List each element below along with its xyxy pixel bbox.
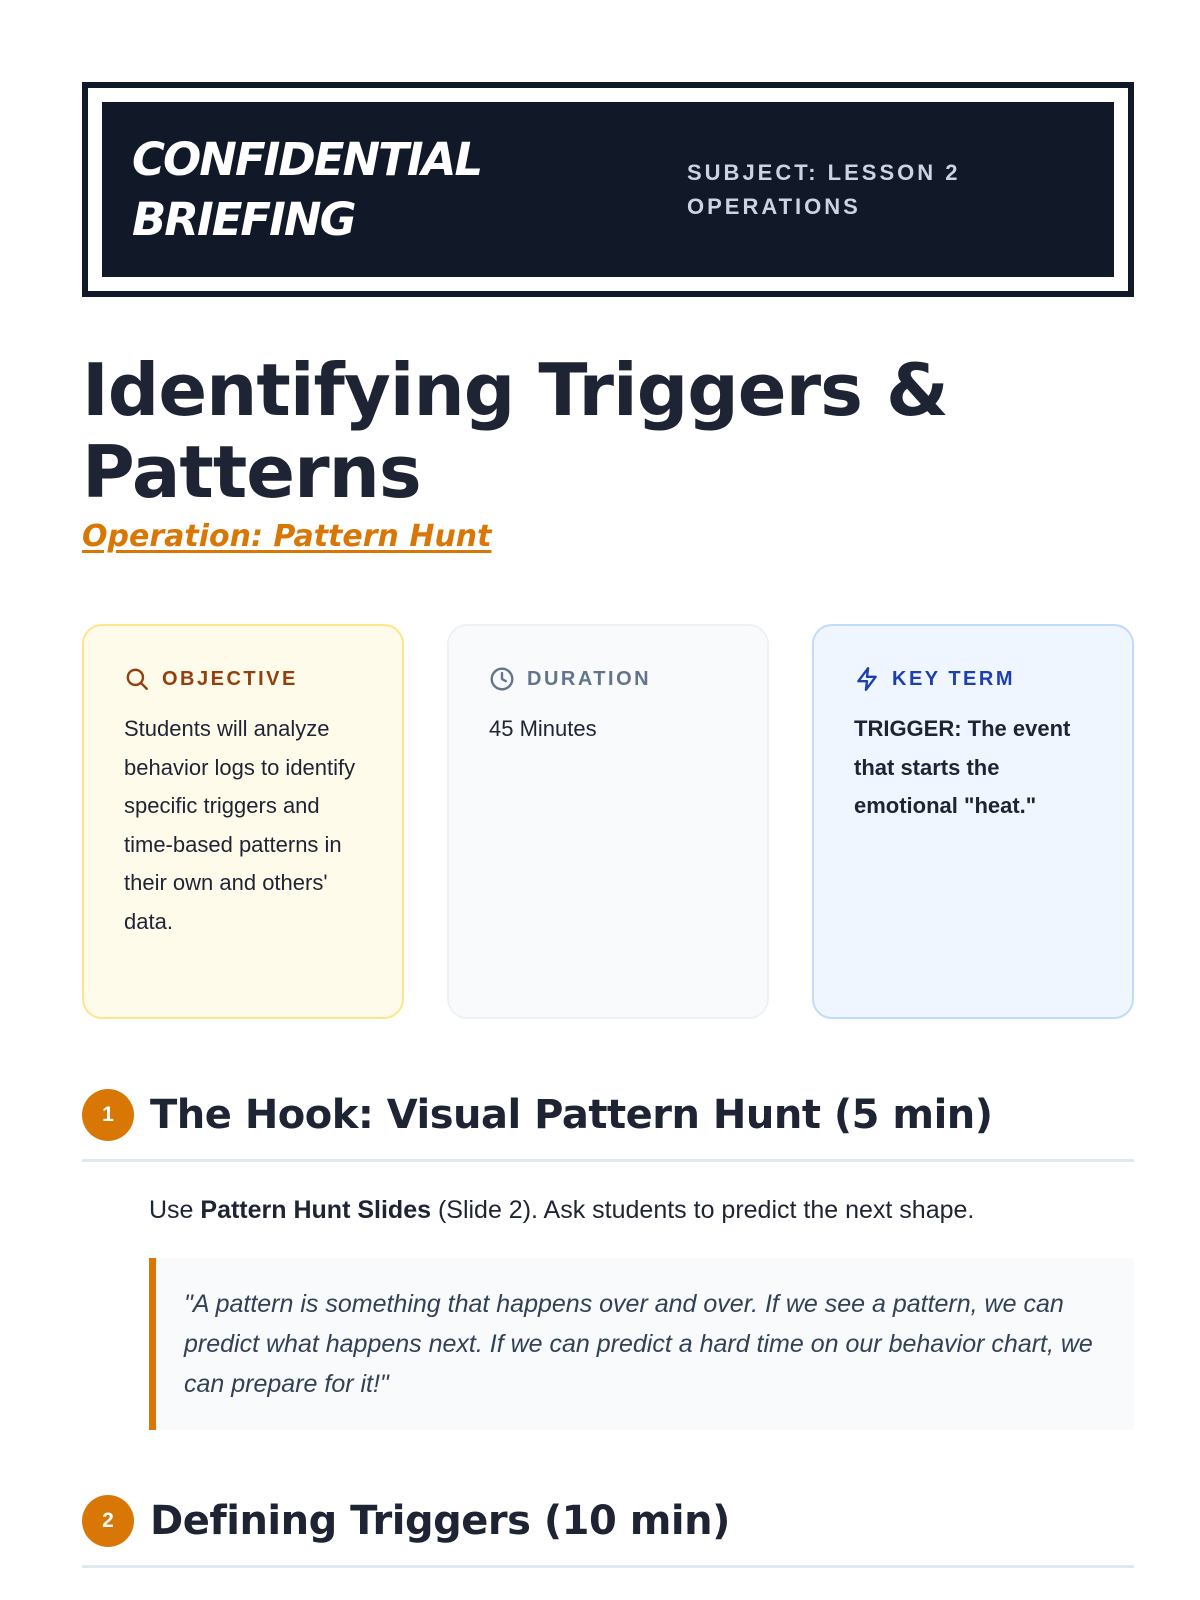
teacher-script-quote: "A pattern is something that happens over and over. If we see a pattern, we can predict what happens next. If we can predict a hard time on our behavior chart, we can prepare for it!"	[149, 1258, 1134, 1430]
section-title: Defining Triggers (10 min)	[150, 1498, 730, 1544]
page-title-line1: Identifying Triggers &	[82, 348, 948, 432]
instruction-text-end: (Slide 2). Ask students to predict the next shape.	[431, 1196, 975, 1224]
page-title	[82, 349, 1134, 513]
step-number-badge: 1	[82, 1089, 134, 1141]
banner-title-line1: CONFIDENTIAL	[132, 132, 482, 186]
operation-link[interactable]: Operation: Pattern Hunt	[82, 519, 492, 554]
confidential-banner	[82, 82, 1134, 297]
info-cards	[82, 624, 1134, 1019]
duration-text: 45 Minutes	[489, 716, 597, 741]
key-term-card	[812, 624, 1134, 1019]
clock-icon	[489, 666, 515, 692]
step-number-badge: 2	[82, 1495, 134, 1547]
objective-text: Students will analyze behavior logs to identify specific triggers and time-based patterns in their own and others' data.	[124, 716, 356, 934]
banner-title-line2: BRIEFING	[132, 192, 355, 246]
duration-card	[447, 624, 769, 1019]
section-defining-triggers	[82, 1495, 1134, 1568]
lightning-icon	[854, 666, 880, 692]
objective-label: OBJECTIVE	[162, 667, 298, 690]
banner-subject	[687, 156, 1027, 224]
section-hook-instructions	[149, 1192, 1134, 1228]
instruction-text-start: Use	[149, 1196, 201, 1224]
banner-inner	[102, 102, 1114, 277]
slides-reference: Pattern Hunt Slides	[200, 1196, 431, 1224]
page-title-line2: Patterns	[82, 430, 421, 514]
section-title: The Hook: Visual Pattern Hunt (5 min)	[150, 1092, 993, 1138]
banner-title	[132, 130, 687, 250]
duration-label: DURATION	[527, 667, 652, 690]
search-icon	[124, 666, 150, 692]
section-hook-header	[82, 1089, 1134, 1162]
subject-line2: OPERATIONS	[687, 193, 861, 219]
key-term-text: TRIGGER: The event that starts the emotional "heat."	[854, 716, 1071, 818]
key-term-label: KEY TERM	[892, 667, 1015, 690]
key-term-card-header	[854, 666, 1092, 692]
duration-card-header	[489, 666, 727, 692]
objective-card-header	[124, 666, 362, 692]
objective-card	[82, 624, 404, 1019]
section-hook	[82, 1089, 1134, 1430]
section-hook-body	[82, 1192, 1134, 1430]
section-defining-triggers-header	[82, 1495, 1134, 1568]
lesson-page	[82, 82, 1134, 1568]
subject-line1: SUBJECT: LESSON 2	[687, 159, 961, 185]
